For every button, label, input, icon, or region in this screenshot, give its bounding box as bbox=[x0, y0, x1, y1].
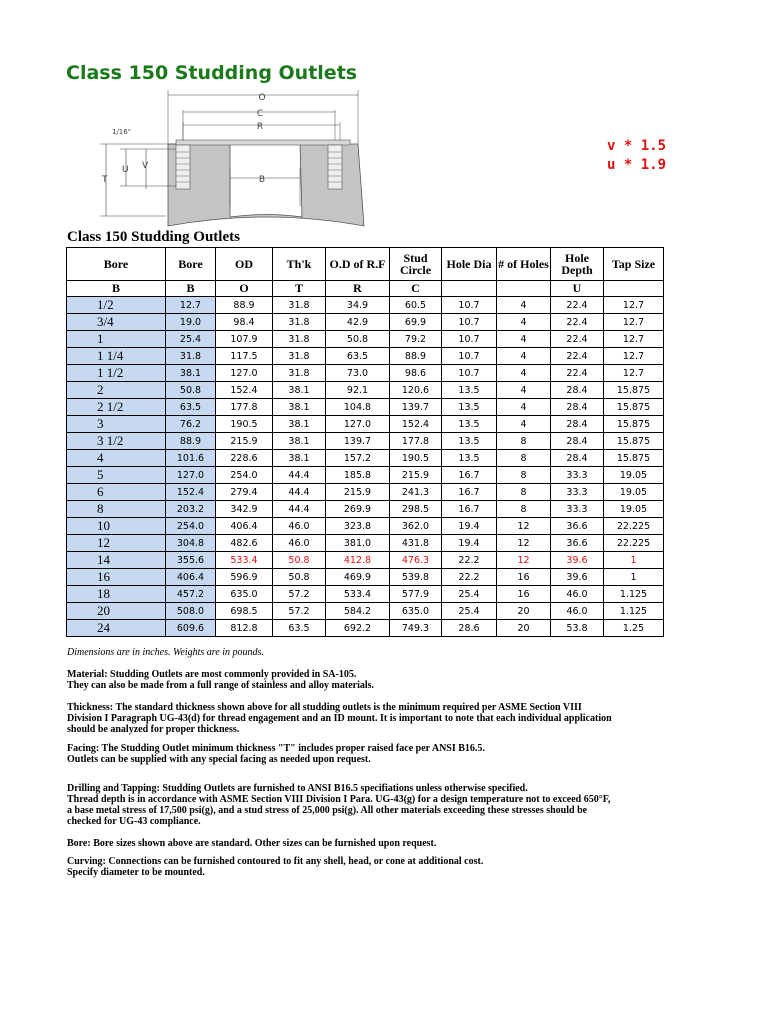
table-cell: 36.6 bbox=[551, 535, 604, 552]
table-cell: 635.0 bbox=[390, 603, 442, 620]
table-cell: 596.9 bbox=[216, 569, 273, 586]
table-cell: 28.4 bbox=[551, 399, 604, 416]
note-drilling: Drilling and Tapping: Studding Outlets are furnished to ANSI B16.5 specifiations unless otherwise specified. Thread depth is in accordance with ASME Section VIII Division I Para. UG-43(g) for a design temperature not to exceed 650°F, a base metal stress of 17,500 psi(g), and a stud stress of 25,000 psi(g). All other materials exceeding these stresses should be checked for UG-43 compliance. bbox=[67, 783, 611, 827]
table-cell: 22.225 bbox=[604, 535, 664, 552]
table-cell: 28.4 bbox=[551, 416, 604, 433]
bore-size-cell: 1 1/2 bbox=[67, 365, 166, 382]
bore-size-cell: 1 1/4 bbox=[67, 348, 166, 365]
page-title: Class 150 Studding Outlets bbox=[66, 62, 358, 84]
table-cell: 38.1 bbox=[273, 399, 326, 416]
header-cell: Hole Dia bbox=[442, 248, 497, 281]
table-cell: 28.4 bbox=[551, 450, 604, 467]
table-cell: 46.0 bbox=[551, 586, 604, 603]
table-cell: 4 bbox=[497, 297, 551, 314]
table-cell: 215.9 bbox=[326, 484, 390, 501]
table-cell: 50.8 bbox=[166, 382, 216, 399]
table-cell: 15.875 bbox=[604, 382, 664, 399]
table-cell: 10.7 bbox=[442, 331, 497, 348]
table-row bbox=[67, 603, 664, 620]
bore-size-cell: 18 bbox=[67, 586, 166, 603]
table-cell: 812.8 bbox=[216, 620, 273, 637]
outlet-cross-section-diagram bbox=[96, 86, 376, 228]
table-cell: 1.25 bbox=[604, 620, 664, 637]
table-cell: 20 bbox=[497, 620, 551, 637]
table-cell: 323.8 bbox=[326, 518, 390, 535]
diagram-label-t: T bbox=[102, 175, 108, 185]
table-cell: 457.2 bbox=[166, 586, 216, 603]
bore-size-cell: 12 bbox=[67, 535, 166, 552]
table-cell: 355.6 bbox=[166, 552, 216, 569]
table-cell: 12 bbox=[497, 518, 551, 535]
table-cell: 16.7 bbox=[442, 467, 497, 484]
table-cell: 10.7 bbox=[442, 365, 497, 382]
code-row bbox=[67, 281, 664, 297]
table-row bbox=[67, 331, 664, 348]
table-cell: 31.8 bbox=[273, 297, 326, 314]
table-cell: 1.125 bbox=[604, 586, 664, 603]
table-cell: 19.05 bbox=[604, 484, 664, 501]
table-cell: 44.4 bbox=[273, 484, 326, 501]
table-cell: 12 bbox=[497, 552, 551, 569]
table-cell: 98.4 bbox=[216, 314, 273, 331]
table-cell: 190.5 bbox=[390, 450, 442, 467]
diagram-label-r: R bbox=[256, 122, 264, 132]
table-cell: 1 bbox=[604, 569, 664, 586]
table-cell: 88.9 bbox=[166, 433, 216, 450]
bore-size-cell: 16 bbox=[67, 569, 166, 586]
table-cell: 12.7 bbox=[604, 297, 664, 314]
table-cell: 104.8 bbox=[326, 399, 390, 416]
table-cell: 33.3 bbox=[551, 501, 604, 518]
table-cell: 28.6 bbox=[442, 620, 497, 637]
table-cell: 31.8 bbox=[273, 314, 326, 331]
bore-size-cell: 3/4 bbox=[67, 314, 166, 331]
table-cell: 4 bbox=[497, 348, 551, 365]
note-thickness: Thickness: The standard thickness shown above for all studding outlets is the minimum required per ASME Section VIII Division I Paragraph UG-43(d) for thread engagement and an ID mount. It is important to note that each individual application should be analyzed for proper thickness. bbox=[67, 702, 612, 735]
table-cell: 177.8 bbox=[216, 399, 273, 416]
code-cell bbox=[604, 281, 664, 297]
table-cell: 1 bbox=[604, 552, 664, 569]
table-cell: 508.0 bbox=[166, 603, 216, 620]
table-cell: 8 bbox=[497, 501, 551, 518]
header-cell: Stud Circle bbox=[390, 248, 442, 281]
code-cell bbox=[497, 281, 551, 297]
table-cell: 269.9 bbox=[326, 501, 390, 518]
code-cell: B bbox=[67, 281, 166, 297]
diagram-label-u: U bbox=[122, 165, 129, 175]
header-row bbox=[67, 248, 664, 281]
table-row bbox=[67, 552, 664, 569]
table-cell: 254.0 bbox=[216, 467, 273, 484]
table-row bbox=[67, 467, 664, 484]
table-cell: 22.4 bbox=[551, 297, 604, 314]
table-cell: 31.8 bbox=[273, 348, 326, 365]
header-cell: # of Holes bbox=[497, 248, 551, 281]
bore-size-cell: 5 bbox=[67, 467, 166, 484]
table-cell: 152.4 bbox=[390, 416, 442, 433]
table-cell: 44.4 bbox=[273, 467, 326, 484]
table-cell: 190.5 bbox=[216, 416, 273, 433]
table-cell: 31.8 bbox=[273, 331, 326, 348]
notes-section bbox=[67, 648, 612, 879]
table-cell: 92.1 bbox=[326, 382, 390, 399]
table-cell: 4 bbox=[497, 365, 551, 382]
code-cell: U bbox=[551, 281, 604, 297]
table-cell: 15.875 bbox=[604, 416, 664, 433]
table-cell: 304.8 bbox=[166, 535, 216, 552]
table-cell: 476.3 bbox=[390, 552, 442, 569]
table-cell: 38.1 bbox=[166, 365, 216, 382]
table-cell: 13.5 bbox=[442, 433, 497, 450]
table-cell: 19.05 bbox=[604, 501, 664, 518]
table-cell: 31.8 bbox=[273, 365, 326, 382]
table-cell: 28.4 bbox=[551, 382, 604, 399]
table-cell: 609.6 bbox=[166, 620, 216, 637]
table-cell: 10.7 bbox=[442, 348, 497, 365]
table-cell: 60.5 bbox=[390, 297, 442, 314]
studding-outlets-table bbox=[66, 247, 664, 637]
table-cell: 36.6 bbox=[551, 518, 604, 535]
table-cell: 19.0 bbox=[166, 314, 216, 331]
table-cell: 8 bbox=[497, 467, 551, 484]
notes-intro: Dimensions are in inches. Weights are in pounds. bbox=[67, 647, 264, 658]
table-cell: 4 bbox=[497, 382, 551, 399]
table-cell: 50.8 bbox=[326, 331, 390, 348]
table-cell: 362.0 bbox=[390, 518, 442, 535]
table-cell: 46.0 bbox=[273, 518, 326, 535]
table-cell: 16 bbox=[497, 586, 551, 603]
note-facing: Facing: The Studding Outlet minimum thickness "T" includes proper raised face per ANSI B16.5. Outlets can be supplied with any special facing as needed upon request. bbox=[67, 742, 485, 765]
table-cell: 19.05 bbox=[604, 467, 664, 484]
table-cell: 152.4 bbox=[216, 382, 273, 399]
table-cell: 22.2 bbox=[442, 552, 497, 569]
table-cell: 127.0 bbox=[216, 365, 273, 382]
table-cell: 12.7 bbox=[604, 348, 664, 365]
diagram-label-o: O bbox=[258, 93, 266, 103]
bore-size-cell: 4 bbox=[67, 450, 166, 467]
table-cell: 16.7 bbox=[442, 484, 497, 501]
table-cell: 16.7 bbox=[442, 501, 497, 518]
table-title: Class 150 Studding Outlets bbox=[67, 229, 240, 245]
table-cell: 4 bbox=[497, 331, 551, 348]
bore-size-cell: 3 bbox=[67, 416, 166, 433]
table-cell: 117.5 bbox=[216, 348, 273, 365]
table-cell: 1.125 bbox=[604, 603, 664, 620]
bore-size-cell: 2 1/2 bbox=[67, 399, 166, 416]
bore-size-cell: 20 bbox=[67, 603, 166, 620]
table-cell: 25.4 bbox=[166, 331, 216, 348]
bore-size-cell: 1/2 bbox=[67, 297, 166, 314]
table-cell: 279.4 bbox=[216, 484, 273, 501]
table-cell: 34.9 bbox=[326, 297, 390, 314]
table-cell: 46.0 bbox=[273, 535, 326, 552]
diagram-label-gap: 1/16" bbox=[112, 128, 131, 136]
table-cell: 38.1 bbox=[273, 382, 326, 399]
table-row bbox=[67, 569, 664, 586]
table-row bbox=[67, 416, 664, 433]
table-cell: 22.4 bbox=[551, 348, 604, 365]
table-cell: 69.9 bbox=[390, 314, 442, 331]
table-cell: 13.5 bbox=[442, 450, 497, 467]
table-cell: 42.9 bbox=[326, 314, 390, 331]
table-cell: 4 bbox=[497, 416, 551, 433]
header-cell: Bore bbox=[67, 248, 166, 281]
table-cell: 342.9 bbox=[216, 501, 273, 518]
table-cell: 177.8 bbox=[390, 433, 442, 450]
table-cell: 241.3 bbox=[390, 484, 442, 501]
header-cell: Bore bbox=[166, 248, 216, 281]
formula-u: u * 1.9 bbox=[607, 157, 667, 173]
table-cell: 469.9 bbox=[326, 569, 390, 586]
table-cell: 19.4 bbox=[442, 518, 497, 535]
diagram-label-b: B bbox=[258, 175, 266, 185]
bore-size-cell: 6 bbox=[67, 484, 166, 501]
table-cell: 98.6 bbox=[390, 365, 442, 382]
table-cell: 228.6 bbox=[216, 450, 273, 467]
bore-size-cell: 1 bbox=[67, 331, 166, 348]
table-cell: 10.7 bbox=[442, 297, 497, 314]
table-cell: 107.9 bbox=[216, 331, 273, 348]
table-cell: 38.1 bbox=[273, 433, 326, 450]
bore-size-cell: 3 1/2 bbox=[67, 433, 166, 450]
formula-notes bbox=[607, 137, 666, 175]
table-row bbox=[67, 620, 664, 637]
table-cell: 406.4 bbox=[216, 518, 273, 535]
table-cell: 12.7 bbox=[604, 314, 664, 331]
header-cell: O.D of R.F bbox=[326, 248, 390, 281]
diagram-label-v: V bbox=[142, 161, 149, 171]
table-cell: 8 bbox=[497, 484, 551, 501]
table-cell: 127.0 bbox=[166, 467, 216, 484]
table-cell: 539.8 bbox=[390, 569, 442, 586]
code-cell: R bbox=[326, 281, 390, 297]
table-cell: 127.0 bbox=[326, 416, 390, 433]
table-cell: 76.2 bbox=[166, 416, 216, 433]
table-cell: 101.6 bbox=[166, 450, 216, 467]
table-cell: 120.6 bbox=[390, 382, 442, 399]
table-cell: 53.8 bbox=[551, 620, 604, 637]
table-body bbox=[67, 297, 664, 637]
table-cell: 33.3 bbox=[551, 467, 604, 484]
code-cell: C bbox=[390, 281, 442, 297]
table-cell: 50.8 bbox=[273, 552, 326, 569]
code-cell: O bbox=[216, 281, 273, 297]
table-cell: 46.0 bbox=[551, 603, 604, 620]
table-cell: 139.7 bbox=[326, 433, 390, 450]
table-row bbox=[67, 399, 664, 416]
table-cell: 584.2 bbox=[326, 603, 390, 620]
table-cell: 79.2 bbox=[390, 331, 442, 348]
table-cell: 157.2 bbox=[326, 450, 390, 467]
bore-size-cell: 2 bbox=[67, 382, 166, 399]
table-cell: 63.5 bbox=[166, 399, 216, 416]
table-cell: 533.4 bbox=[326, 586, 390, 603]
table-cell: 31.8 bbox=[166, 348, 216, 365]
table-cell: 698.5 bbox=[216, 603, 273, 620]
bore-size-cell: 10 bbox=[67, 518, 166, 535]
table-cell: 25.4 bbox=[442, 603, 497, 620]
header-cell: Hole Depth bbox=[551, 248, 604, 281]
table-cell: 22.225 bbox=[604, 518, 664, 535]
table-cell: 12.7 bbox=[604, 365, 664, 382]
table-cell: 215.9 bbox=[216, 433, 273, 450]
table-cell: 692.2 bbox=[326, 620, 390, 637]
table-cell: 4 bbox=[497, 314, 551, 331]
table-cell: 10.7 bbox=[442, 314, 497, 331]
note-material: Material: Studding Outlets are most commonly provided in SA-105. They can also be made from a full range of stainless and alloy materials. bbox=[67, 668, 375, 691]
table-row bbox=[67, 433, 664, 450]
table-cell: 63.5 bbox=[326, 348, 390, 365]
table-cell: 577.9 bbox=[390, 586, 442, 603]
table-cell: 152.4 bbox=[166, 484, 216, 501]
table-cell: 533.4 bbox=[216, 552, 273, 569]
table-row bbox=[67, 501, 664, 518]
note-curving: Curving: Connections can be furnished contoured to fit any shell, head, or cone at additional cost. Specify diameter to be mounted. bbox=[67, 856, 484, 879]
table-row bbox=[67, 518, 664, 535]
table-cell: 63.5 bbox=[273, 620, 326, 637]
table-cell: 13.5 bbox=[442, 399, 497, 416]
table-cell: 15.875 bbox=[604, 399, 664, 416]
table-cell: 33.3 bbox=[551, 484, 604, 501]
table-cell: 57.2 bbox=[273, 586, 326, 603]
table-cell: 22.4 bbox=[551, 314, 604, 331]
table-row bbox=[67, 450, 664, 467]
table-cell: 15.875 bbox=[604, 450, 664, 467]
table-cell: 39.6 bbox=[551, 552, 604, 569]
table-row bbox=[67, 365, 664, 382]
diagram-label-c: C bbox=[256, 109, 264, 119]
table-cell: 185.8 bbox=[326, 467, 390, 484]
table-cell: 215.9 bbox=[390, 467, 442, 484]
table-cell: 406.4 bbox=[166, 569, 216, 586]
table-cell: 635.0 bbox=[216, 586, 273, 603]
table-cell: 4 bbox=[497, 399, 551, 416]
table-cell: 381.0 bbox=[326, 535, 390, 552]
table-cell: 13.5 bbox=[442, 382, 497, 399]
table-row bbox=[67, 586, 664, 603]
table-cell: 482.6 bbox=[216, 535, 273, 552]
table-row bbox=[67, 484, 664, 501]
header-cell: Th'k bbox=[273, 248, 326, 281]
table-cell: 254.0 bbox=[166, 518, 216, 535]
table-cell: 139.7 bbox=[390, 399, 442, 416]
bore-size-cell: 8 bbox=[67, 501, 166, 518]
table-cell: 12 bbox=[497, 535, 551, 552]
bore-size-cell: 24 bbox=[67, 620, 166, 637]
table-row bbox=[67, 348, 664, 365]
table-cell: 73.0 bbox=[326, 365, 390, 382]
note-bore: Bore: Bore sizes shown above are standard. Other sizes can be furnished upon request. bbox=[67, 837, 437, 849]
table-cell: 13.5 bbox=[442, 416, 497, 433]
table-cell: 20 bbox=[497, 603, 551, 620]
table-cell: 38.1 bbox=[273, 450, 326, 467]
table-cell: 431.8 bbox=[390, 535, 442, 552]
formula-v: v * 1.5 bbox=[607, 138, 667, 154]
table-row bbox=[67, 314, 664, 331]
table-cell: 12.7 bbox=[604, 331, 664, 348]
table-cell: 15.875 bbox=[604, 433, 664, 450]
table-cell: 412.8 bbox=[326, 552, 390, 569]
table-row bbox=[67, 297, 664, 314]
table-cell: 19.4 bbox=[442, 535, 497, 552]
table-cell: 50.8 bbox=[273, 569, 326, 586]
table-cell: 749.3 bbox=[390, 620, 442, 637]
header-cell: OD bbox=[216, 248, 273, 281]
code-cell: B bbox=[166, 281, 216, 297]
table-cell: 88.9 bbox=[216, 297, 273, 314]
bore-size-cell: 14 bbox=[67, 552, 166, 569]
table-cell: 88.9 bbox=[390, 348, 442, 365]
table-cell: 8 bbox=[497, 433, 551, 450]
table-cell: 38.1 bbox=[273, 416, 326, 433]
table-cell: 39.6 bbox=[551, 569, 604, 586]
table-cell: 25.4 bbox=[442, 586, 497, 603]
table-row bbox=[67, 382, 664, 399]
header-cell: Tap Size bbox=[604, 248, 664, 281]
table-cell: 16 bbox=[497, 569, 551, 586]
table-cell: 298.5 bbox=[390, 501, 442, 518]
code-cell: T bbox=[273, 281, 326, 297]
table-cell: 203.2 bbox=[166, 501, 216, 518]
table-cell: 22.2 bbox=[442, 569, 497, 586]
table-cell: 22.4 bbox=[551, 365, 604, 382]
table-cell: 22.4 bbox=[551, 331, 604, 348]
table-row bbox=[67, 535, 664, 552]
table-cell: 44.4 bbox=[273, 501, 326, 518]
table-cell: 57.2 bbox=[273, 603, 326, 620]
table-cell: 8 bbox=[497, 450, 551, 467]
table-cell: 12.7 bbox=[166, 297, 216, 314]
table-cell: 28.4 bbox=[551, 433, 604, 450]
code-cell bbox=[442, 281, 497, 297]
